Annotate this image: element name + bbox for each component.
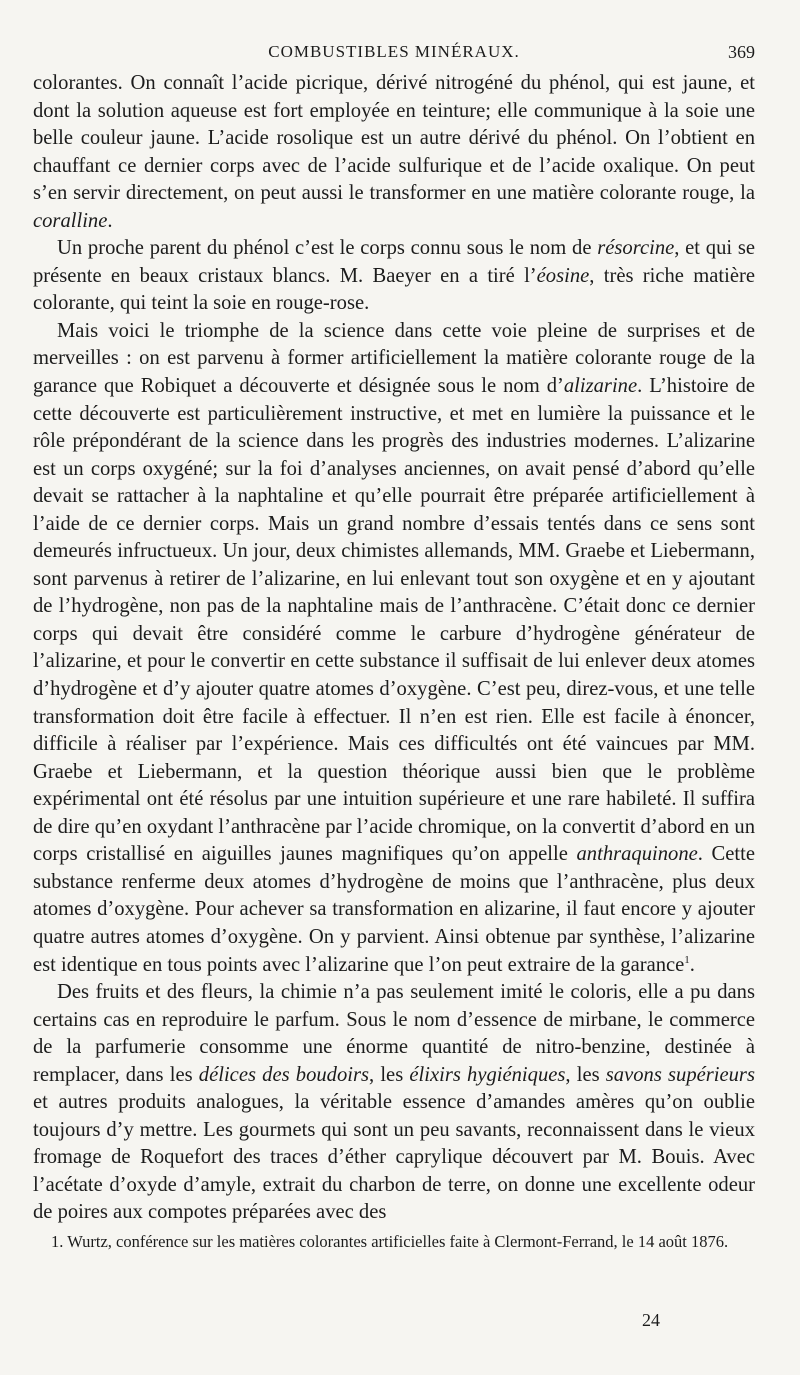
italic-term: délices des boudoirs (198, 1063, 370, 1086)
footnote-marker: 1. (51, 1232, 64, 1251)
italic-term: alizarine (563, 375, 638, 398)
text-run: Un proche parent du phénol c’est le corps connu sous le nom de (57, 237, 598, 260)
text-run: . L’histoire de cette découverte est particulièrement instructive, et met en lumière la puissance et le rôle prépondérant de la science dans les progrès des industries modernes. L’alizarine est un corps oxygéné; sur la foi d’analyses anciennes, on avait pensé d’abord qu’elle devait se rattacher à la naphtaline et qu’elle pourrait être préparée artificiellement à l’aide de ce dernier corps. Mais un grand nombre d’essais tentés dans ce sens sont demeurés infructueux. Un jour, deux chimistes allemands, MM. Graebe et Liebermann, sont parvenus à retirer de l’alizarine, en lui enlevant tout son oxygène et en y ajoutant de l’hydrogène, non pas de la naphtaline mais de l’anthracène. C’était donc ce dernier corps qui devait être considéré comme le carbure d’hydrogène générateur de l’alizarine, et pour le convertir en cette substance il suffisait de lui enlever deux atomes d’hydrogène et d’y ajouter quatre atomes d’oxygène. C’est peu, direz-vous, et une telle transformation doit être facile à effectuer. Il n’en est rien. Elle est facile à énoncer, difficile à réaliser par l’expérience. Mais ces difficultés ont été vaincues par MM. Graebe et Liebermann, et la question théorique aussi bien que le problème expérimental ont été résolus par une intuition supérieure et une rare habileté. Il suffira de dire qu’en oxydant l’anthracène par l’acide chromique, on la convertit d’abord en un corps cristallisé en aiguilles jaunes magnifiques qu’on appelle (33, 375, 756, 866)
text-run: colorantes. On connaît l’acide picrique, dérivé nitrogéné du phénol, qui est jaune, et dont la solution aqueuse est fort employée en teinture; elle communique à la soie une belle couleur jaune. L’acide rosolique est un autre dérivé du phénol. On l’obtient en chauffant ce dernier corps avec de l’acide sulfurique et de l’acide oxalique. On peut s’en servir directement, on peut aussi le transformer en une matière colorante rouge, la (33, 72, 755, 205)
text-run: . Cette substance renferme deux atomes d’hydrogène de moins que l’anthracène, plus deux atomes d’oxygène. Pour achever sa transformation en alizarine, il faut encore y ajouter quatre autres atomes d’oxygène. On y parvient. Ainsi obtenue par synthèse, l’alizarine est identique en tous points avec l’alizarine que l’on peut extraire de la garance (33, 843, 755, 976)
italic-term: élixirs hygiéniques (409, 1063, 566, 1086)
running-header (33, 38, 755, 68)
italic-term: anthraquinone (576, 843, 698, 866)
text-run: et autres produits analogues, la véritable essence d’amandes amères qu’on oublie toujours d’y mettre. Les gourmets qui sont un peu savants, reconnaissent dans le vieux fromage de Roquefort des traces d’éther caprylique découvert par M. Bouis. Avec l’acétate d’oxyde d’amyle, extrait du charbon de terre, on donne une excellente odeur de poires aux compotes préparées avec des (33, 1091, 755, 1224)
paragraph (33, 318, 755, 979)
page-number: 369 (728, 42, 755, 62)
footnote-reference: 1 (684, 953, 690, 966)
italic-term: coralline (33, 209, 108, 232)
italic-term: résorcine (597, 237, 675, 260)
italic-term: savons supérieurs (605, 1063, 755, 1086)
text-run: . (107, 209, 113, 232)
paragraph (33, 70, 755, 235)
footnote-text: Wurtz, conférence sur les matières colorantes artificielles faite à Clermont-Ferrand, le 14 août 1876. (67, 1232, 729, 1251)
text-run: , et qui se présente en beaux cristaux blancs. M. Baeyer en a tiré l’ (33, 237, 755, 287)
footnote (33, 1232, 755, 1251)
paragraph (33, 979, 755, 1227)
signature-mark: 24 (642, 1310, 660, 1330)
running-title: COMBUSTIBLES MINÉRAUX. (268, 42, 520, 61)
text-run: , les (565, 1063, 606, 1086)
text-run: Mais voici le triomphe de la science dans cette voie pleine de surprises et de merveilles : on est parvenu à former artificiellement la matière colorante rouge de la garance que Robiquet a découverte et désignée sous le nom d’ (33, 319, 755, 398)
text-run: , très riche matière colorante, qui teint la soie en rouge-rose. (33, 264, 755, 315)
text-run: . (689, 953, 695, 976)
italic-term: éosine (536, 264, 590, 287)
body-text (33, 70, 755, 1227)
text-run: , les (369, 1063, 410, 1086)
paragraph (33, 235, 755, 318)
text-run: Des fruits et des fleurs, la chimie n’a pas seulement imité le coloris, elle a pu dans certains cas en reproduire le parfum. Sous le nom d’essence de mirbane, le commerce de la parfumerie consomme une énorme quantité de nitro-benzine, destinée à remplacer, dans les (33, 981, 755, 1086)
